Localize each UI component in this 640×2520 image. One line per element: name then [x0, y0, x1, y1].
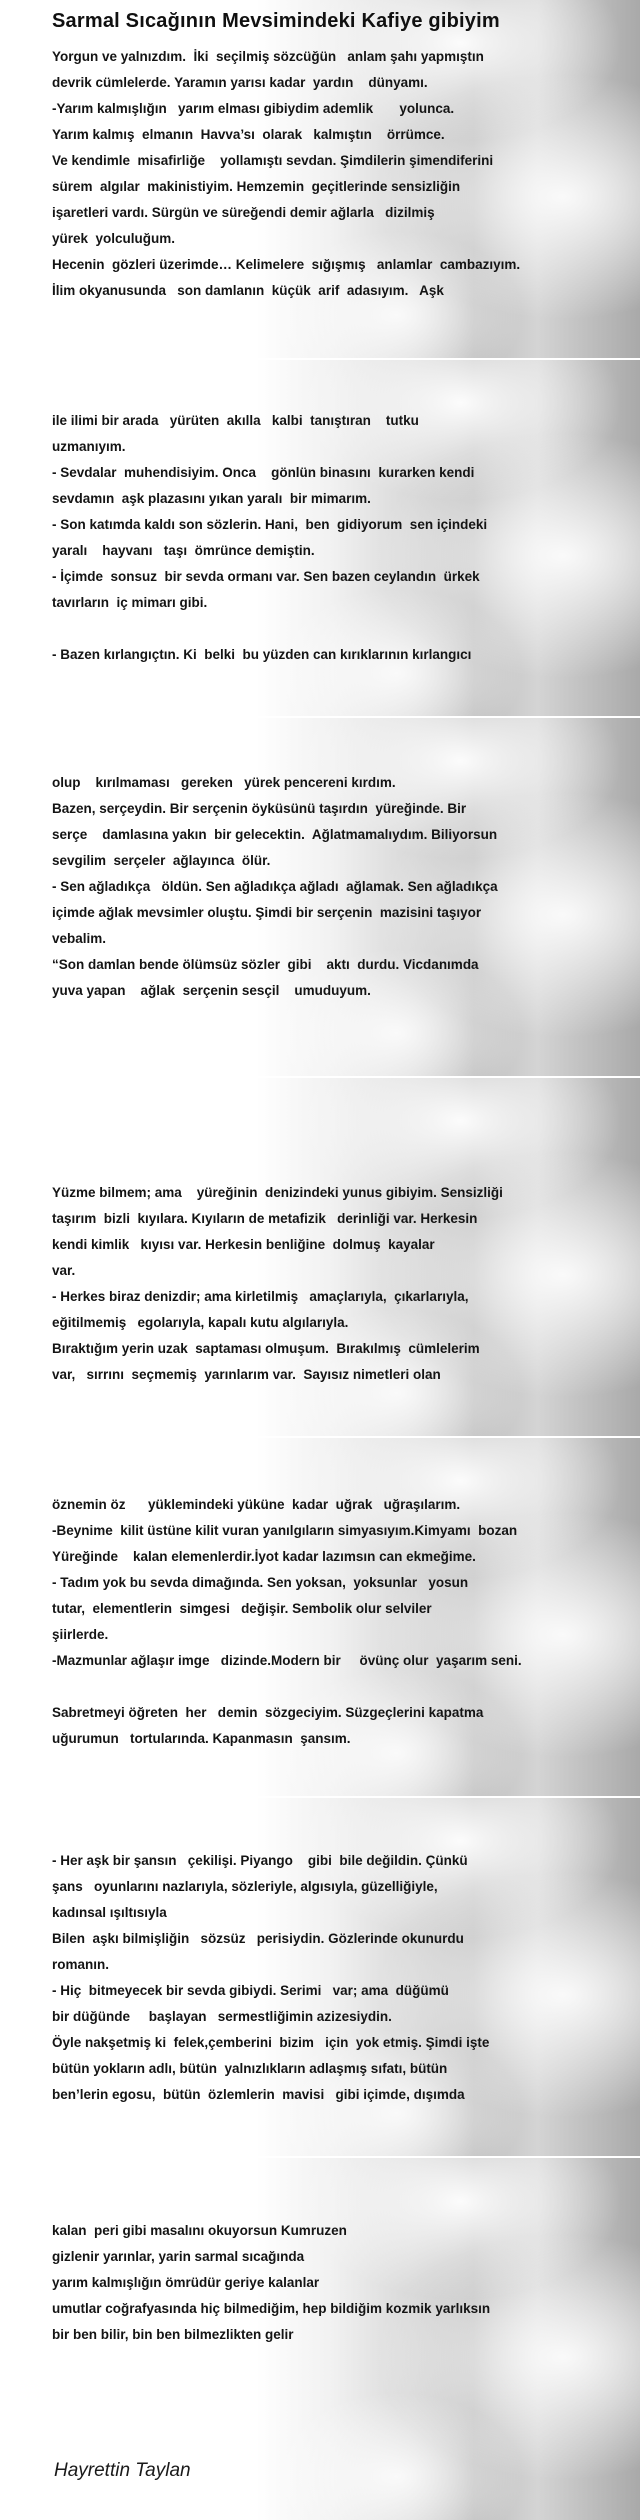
poem-line: İlim okyanusunda son damlanın küçük arif adasıyım. Aşk: [52, 283, 444, 298]
poem-line: bütün yokların adlı, bütün yalnızlıkların adlaşmış sıfatı, bütün: [52, 2061, 448, 2076]
stanza-7: [52, 2218, 612, 2348]
poem-line: Bıraktığım yerin uzak saptaması olmuşum. Bırakılmış cümlelerim: [52, 1341, 480, 1356]
poem-line: ben’lerin egosu, bütün özlemlerin mavisi gibi içimde, dışımda: [52, 2087, 465, 2102]
poem-line: uzmanıyım.: [52, 439, 126, 454]
poem-line: ile ilimi bir arada yürüten akılla kalbi tanıştıran tutku: [52, 413, 419, 428]
author-signature: Hayrettin Taylan: [54, 2460, 191, 2481]
poem-line: yarım kalmışlığın ömrüdür geriye kalanlar: [52, 2275, 320, 2290]
poem-line: uğurumun tortularında. Kapanmasın şansım.: [52, 1731, 351, 1746]
poem-line: kadınsal ışıltısıyla: [52, 1905, 167, 1920]
poem-line: serçe damlasına yakın bir gelecektin. Ağlatmamalıydım. Biliyorsun: [52, 827, 498, 842]
poem-line: sürem algılar makinistiyim. Hemzemin geçitlerinde sensizliğin: [52, 179, 461, 194]
poem-line: sevdamın aşk plazasını yıkan yaralı bir mimarım.: [52, 491, 371, 506]
poem-line: Öyle nakşetmiş ki felek,çemberini bizim için yok etmiş. Şimdi işte: [52, 2035, 490, 2050]
poem-line: - İçimde sonsuz bir sevda ormanı var. Sen bazen ceylandın ürkek: [52, 569, 480, 584]
stanza-2: [52, 408, 612, 668]
poem-line: şiirlerde.: [52, 1627, 109, 1642]
poem-line: devrik cümlelerde. Yaramın yarısı kadar yardın dünyamı.: [52, 75, 428, 90]
stanza-break: [52, 1674, 612, 1700]
poem-line: Bazen, serçeydin. Bir serçenin öyküsünü taşırdın yüreğinde. Bir: [52, 801, 467, 816]
poem-line: olup kırılmaması gereken yürek pencereni kırdım.: [52, 775, 396, 790]
poem-line: Yarım kalmış elmanın Havva’sı olarak kalmıştın örrümce.: [52, 127, 445, 142]
poem-line: kendi kimlik kıyısı var. Herkesin benliğine dolmuş kayalar: [52, 1237, 435, 1252]
poem-line: taşırım bizli kıyılara. Kıyıların de metafizik derinliği var. Herkesin: [52, 1211, 478, 1226]
poem-line: Yorgun ve yalnızdım. İki seçilmiş sözcüğün anlam şahı yapmıştın: [52, 49, 484, 64]
stanza-6: [52, 1848, 612, 2108]
stanza-break: [52, 616, 612, 642]
poem-line: -Mazmunlar ağlaşır imge dizinde.Modern bir övünç olur yaşarım seni.: [52, 1653, 522, 1668]
poem-line: “Son damlan bende ölümsüz sözler gibi aktı durdu. Vicdanımda: [52, 957, 479, 972]
poem-line: öznemin öz yüklemindeki yüküne kadar uğrak uğraşılarım.: [52, 1497, 461, 1512]
poem-panel-4: [0, 1078, 640, 1436]
poem-title: Sarmal Sıcağının Mevsimindeki Kafiye gibiyim: [52, 10, 500, 32]
poem-line: tutar, elementlerin simgesi değişir. Sembolik olur selviler: [52, 1601, 432, 1616]
poem-line: var, sırrını seçmemiş yarınlarım var. Sayısız nimetleri olan: [52, 1367, 441, 1382]
poem-line: Bilen aşkı bilmişliğin sözsüz perisiydin. Gözlerinde okunurdu: [52, 1931, 464, 1946]
poem-line: bir düğünde başlayan sermestliğimin azizesiydin.: [52, 2009, 392, 2024]
poem-panel-6: [0, 1798, 640, 2156]
poem-line: eğitilmemiş egolarıyla, kapalı kutu algılarıyla.: [52, 1315, 349, 1330]
poem-line: vebalim.: [52, 931, 107, 946]
poem-line: - Hiç bitmeyecek bir sevda gibiydi. Serimi var; ama düğümü: [52, 1983, 449, 1998]
poem-line: bir ben bilir, bin ben bilmezlikten gelir: [52, 2327, 294, 2342]
poem-line: - Bazen kırlangıçtın. Ki belki bu yüzden can kırıklarının kırlangıcı: [52, 647, 472, 662]
stanza-1: [52, 44, 612, 304]
poem-line: -Yarım kalmışlığın yarım elması gibiydim ademlik yolunca.: [52, 101, 455, 116]
poem-panel-7: [0, 2158, 640, 2520]
poem-line: Yüreğinde kalan elemenlerdir.İyot kadar lazımsın can ekmeğime.: [52, 1549, 476, 1564]
poem-panel-3: [0, 718, 640, 1076]
poem-panel-1: [0, 0, 640, 358]
poem-line: romanın.: [52, 1957, 110, 1972]
poem-line: - Sen ağladıkça öldün. Sen ağladıkça ağladı ağlamak. Sen ağladıkça: [52, 879, 498, 894]
poem-line: sevgilim serçeler ağlayınca ölür.: [52, 853, 271, 868]
stanza-4: [52, 1180, 612, 1388]
poem-line: var.: [52, 1263, 76, 1278]
poem-line: - Sevdalar muhendisiyim. Onca gönlün binasını kurarken kendi: [52, 465, 475, 480]
stanza-5: [52, 1492, 612, 1752]
poem-panel-5: [0, 1438, 640, 1796]
poem-line: kalan peri gibi masalını okuyorsun Kumruzen: [52, 2223, 347, 2238]
poem-line: Yüzme bilmem; ama yüreğinin denizindeki yunus gibiyim. Sensizliği: [52, 1185, 503, 1200]
poem-line: yürek yolculuğum.: [52, 231, 176, 246]
stanza-3: [52, 770, 612, 1004]
poem-line: - Tadım yok bu sevda dimağında. Sen yoksan, yoksunlar yosun: [52, 1575, 469, 1590]
poem-line: Hecenin gözleri üzerimde… Kelimelere sığışmış anlamlar cambazıyım.: [52, 257, 521, 272]
poem-line: -Beynime kilit üstüne kilit vuran yanılgıların simyasıyım.Kimyamı bozan: [52, 1523, 518, 1538]
poem-panel-2: [0, 360, 640, 716]
poem-line: gizlenir yarınlar, yarin sarmal sıcağında: [52, 2249, 305, 2264]
poem-line: şans oyunlarını nazlarıyla, sözleriyle, algısıyla, güzelliğiyle,: [52, 1879, 438, 1894]
poem-line: yuva yapan ağlak serçenin sesçil umuduyum.: [52, 983, 371, 998]
poem-line: Sabretmeyi öğreten her demin sözgeciyim. Süzgeçlerini kapatma: [52, 1705, 484, 1720]
poem-line: - Her aşk bir şansın çekilişi. Piyango gibi bile değildin. Çünkü: [52, 1853, 468, 1868]
poem-line: işaretleri vardı. Sürgün ve süreğendi demir ağlarla dizilmiş: [52, 205, 435, 220]
poem-line: umutlar coğrafyasında hiç bilmediğim, hep bildiğim kozmik yarlıksın: [52, 2301, 491, 2316]
poem-line: içimde ağlak mevsimler oluştu. Şimdi bir serçenin mazisini taşıyor: [52, 905, 482, 920]
poem-line: yaralı hayvanı taşı ömrünce demiştin.: [52, 543, 315, 558]
poem-line: - Herkes biraz denizdir; ama kirletilmiş amaçlarıyla, çıkarlarıyla,: [52, 1289, 469, 1304]
poem-line: tavırların iç mimarı gibi.: [52, 595, 208, 610]
poem-line: Ve kendimle misafirliğe yollamıştı sevdan. Şimdilerin şimendiferini: [52, 153, 494, 168]
poem-line: - Son katımda kaldı son sözlerin. Hani, ben gidiyorum sen içindeki: [52, 517, 488, 532]
